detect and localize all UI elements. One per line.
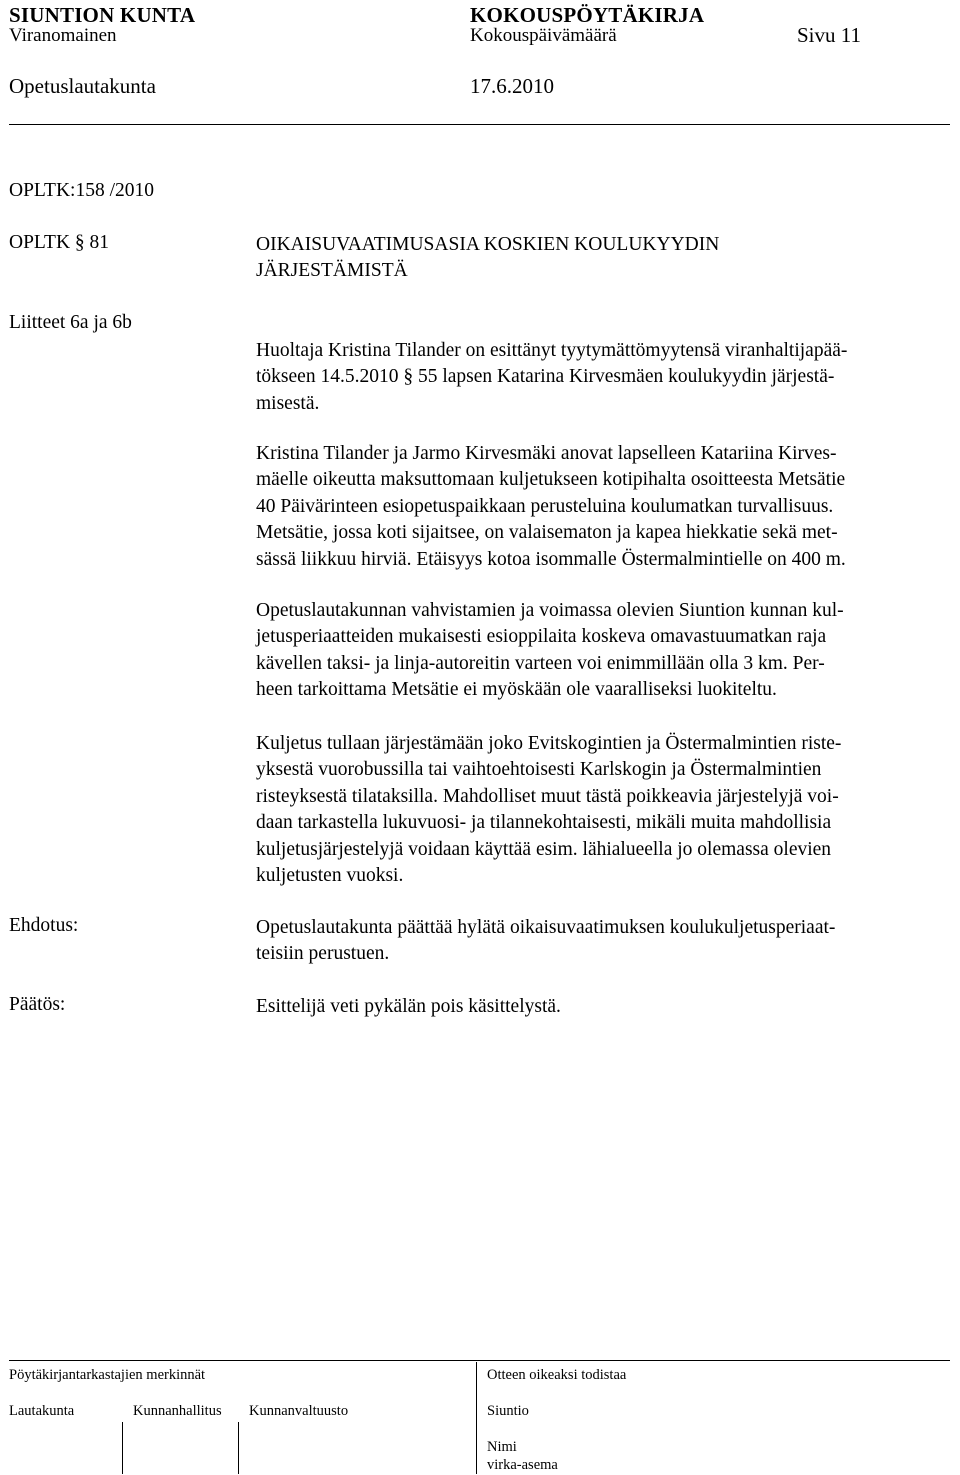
case-title-line-2: JÄRJESTÄMISTÄ — [256, 260, 408, 281]
paragraph-line: 40 Päivärinteen esiopetuspaikkaan perusteluina koulumatkan turvallisuus. — [256, 495, 834, 517]
footer-name-label: Nimi — [487, 1439, 517, 1455]
paragraph-line: kuljetusjärjestelyjä voidaan käyttää esim. lähialueella jo olemassa olevien — [256, 838, 832, 860]
paragraph-line: Metsätie, jossa koti sijaitsee, on valaisematon ja kapea hiekkatie sekä met- — [256, 522, 838, 544]
paragraph-principles — [256, 598, 946, 704]
case-title-line-1: OIKAISUVAATIMUSASIA KOSKIEN KOULUKYYDIN — [256, 234, 720, 255]
proposal-label: Ehdotus: — [9, 915, 79, 936]
meeting-date: 17.6.2010 — [470, 74, 554, 98]
paragraph-complaint — [256, 338, 946, 417]
proposal-text — [256, 915, 946, 968]
footer-position-label: virka-asema — [487, 1457, 558, 1473]
paragraph-line: misestä. — [256, 392, 320, 414]
paragraph-line: risteyksestä tilataksilla. Mahdolliset muut tästä poikkeavia järjestelyjä voi- — [256, 785, 839, 807]
footer-divider-2 — [238, 1422, 239, 1474]
municipality-name: SIUNTION KUNTA — [9, 3, 196, 27]
footer-divider-center — [476, 1362, 477, 1474]
paragraph-application — [256, 441, 946, 573]
paragraph-line: Opetuslautakunnan vahvistamien ja voimassa olevien Siuntion kunnan kul- — [256, 600, 844, 621]
paragraph-transport — [256, 731, 946, 889]
proposal-line: teisiin perustuen. — [256, 943, 390, 965]
paragraph-line: kävellen taksi- ja linja-autoreitin varteen voi enimmillään olla 3 km. Per- — [256, 652, 825, 674]
paragraph-line: tökseen 14.5.2010 § 55 lapsen Katarina Kirvesmäen koulukyydin järjestä- — [256, 366, 835, 388]
paragraph-line: heen tarkoittama Metsätie ei myöskään ole vaaralliseksi luokiteltu. — [256, 679, 777, 701]
footer-divider — [9, 1360, 950, 1361]
paragraph-line: yksestä vuorobussilla tai vaihtoehtoisesti Karlskogin ja Östermalmintien — [256, 759, 822, 781]
page-number: Sivu 11 — [797, 23, 861, 47]
footer-divider-1 — [122, 1422, 123, 1474]
proposal-line: Opetuslautakunta päättää hylätä oikaisuvaatimuksen koulukuljetusperiaat- — [256, 917, 836, 938]
footer-executive: Kunnanhallitus — [133, 1403, 222, 1419]
attachments-label: Liitteet 6a ja 6b — [9, 312, 132, 333]
footer-place: Siuntio — [487, 1403, 529, 1419]
paragraph-line: kuljetusten vuoksi. — [256, 865, 404, 887]
certified-copy-label: Otteen oikeaksi todistaa — [487, 1367, 627, 1383]
paragraph-line: mäelle oikeutta maksuttomaan kuljetukseen kotipihalta osoitteesta Metsätie — [256, 469, 846, 491]
checkers-label: Pöytäkirjantarkastajien merkinnät — [9, 1367, 206, 1383]
authority-label: Viranomainen — [9, 25, 117, 46]
paragraph-line: daan tarkastella lukuvuosi- ja tilannekohtaisesti, mikäli muita mahdollisia — [256, 812, 832, 834]
section-number: OPLTK § 81 — [9, 232, 110, 253]
footer-board: Lautakunta — [9, 1403, 75, 1419]
paragraph-line: Huoltaja Kristina Tilander on esittänyt tyytymättömyytensä viranhaltijapää- — [256, 340, 848, 361]
document-type: KOKOUSPÖYTÄKIRJA — [470, 3, 705, 27]
paragraph-line: sässä liikkuu hirviä. Etäisyys kotoa isommalle Östermalmintielle on 400 m. — [256, 548, 846, 570]
footer-council: Kunnanvaltuusto — [249, 1403, 349, 1419]
paragraph-line: Kristina Tilander ja Jarmo Kirvesmäki anovat lapselleen Katariina Kirves- — [256, 443, 837, 464]
paragraph-line: jetusperiaatteiden mukaisesti esioppilaita koskeva omavastuumatkan raja — [256, 626, 827, 648]
meeting-date-label: Kokouspäivämäärä — [470, 25, 617, 46]
header-divider — [9, 124, 950, 125]
case-reference: OPLTK:158 /2010 — [9, 180, 155, 201]
paragraph-line: Kuljetus tullaan järjestämään joko Evitskogintien ja Östermalmintien riste- — [256, 733, 842, 754]
decision-label: Päätös: — [9, 994, 66, 1015]
decision-text: Esittelijä veti pykälän pois käsittelystä. — [256, 996, 561, 1017]
authority-name: Opetuslautakunta — [9, 74, 156, 98]
